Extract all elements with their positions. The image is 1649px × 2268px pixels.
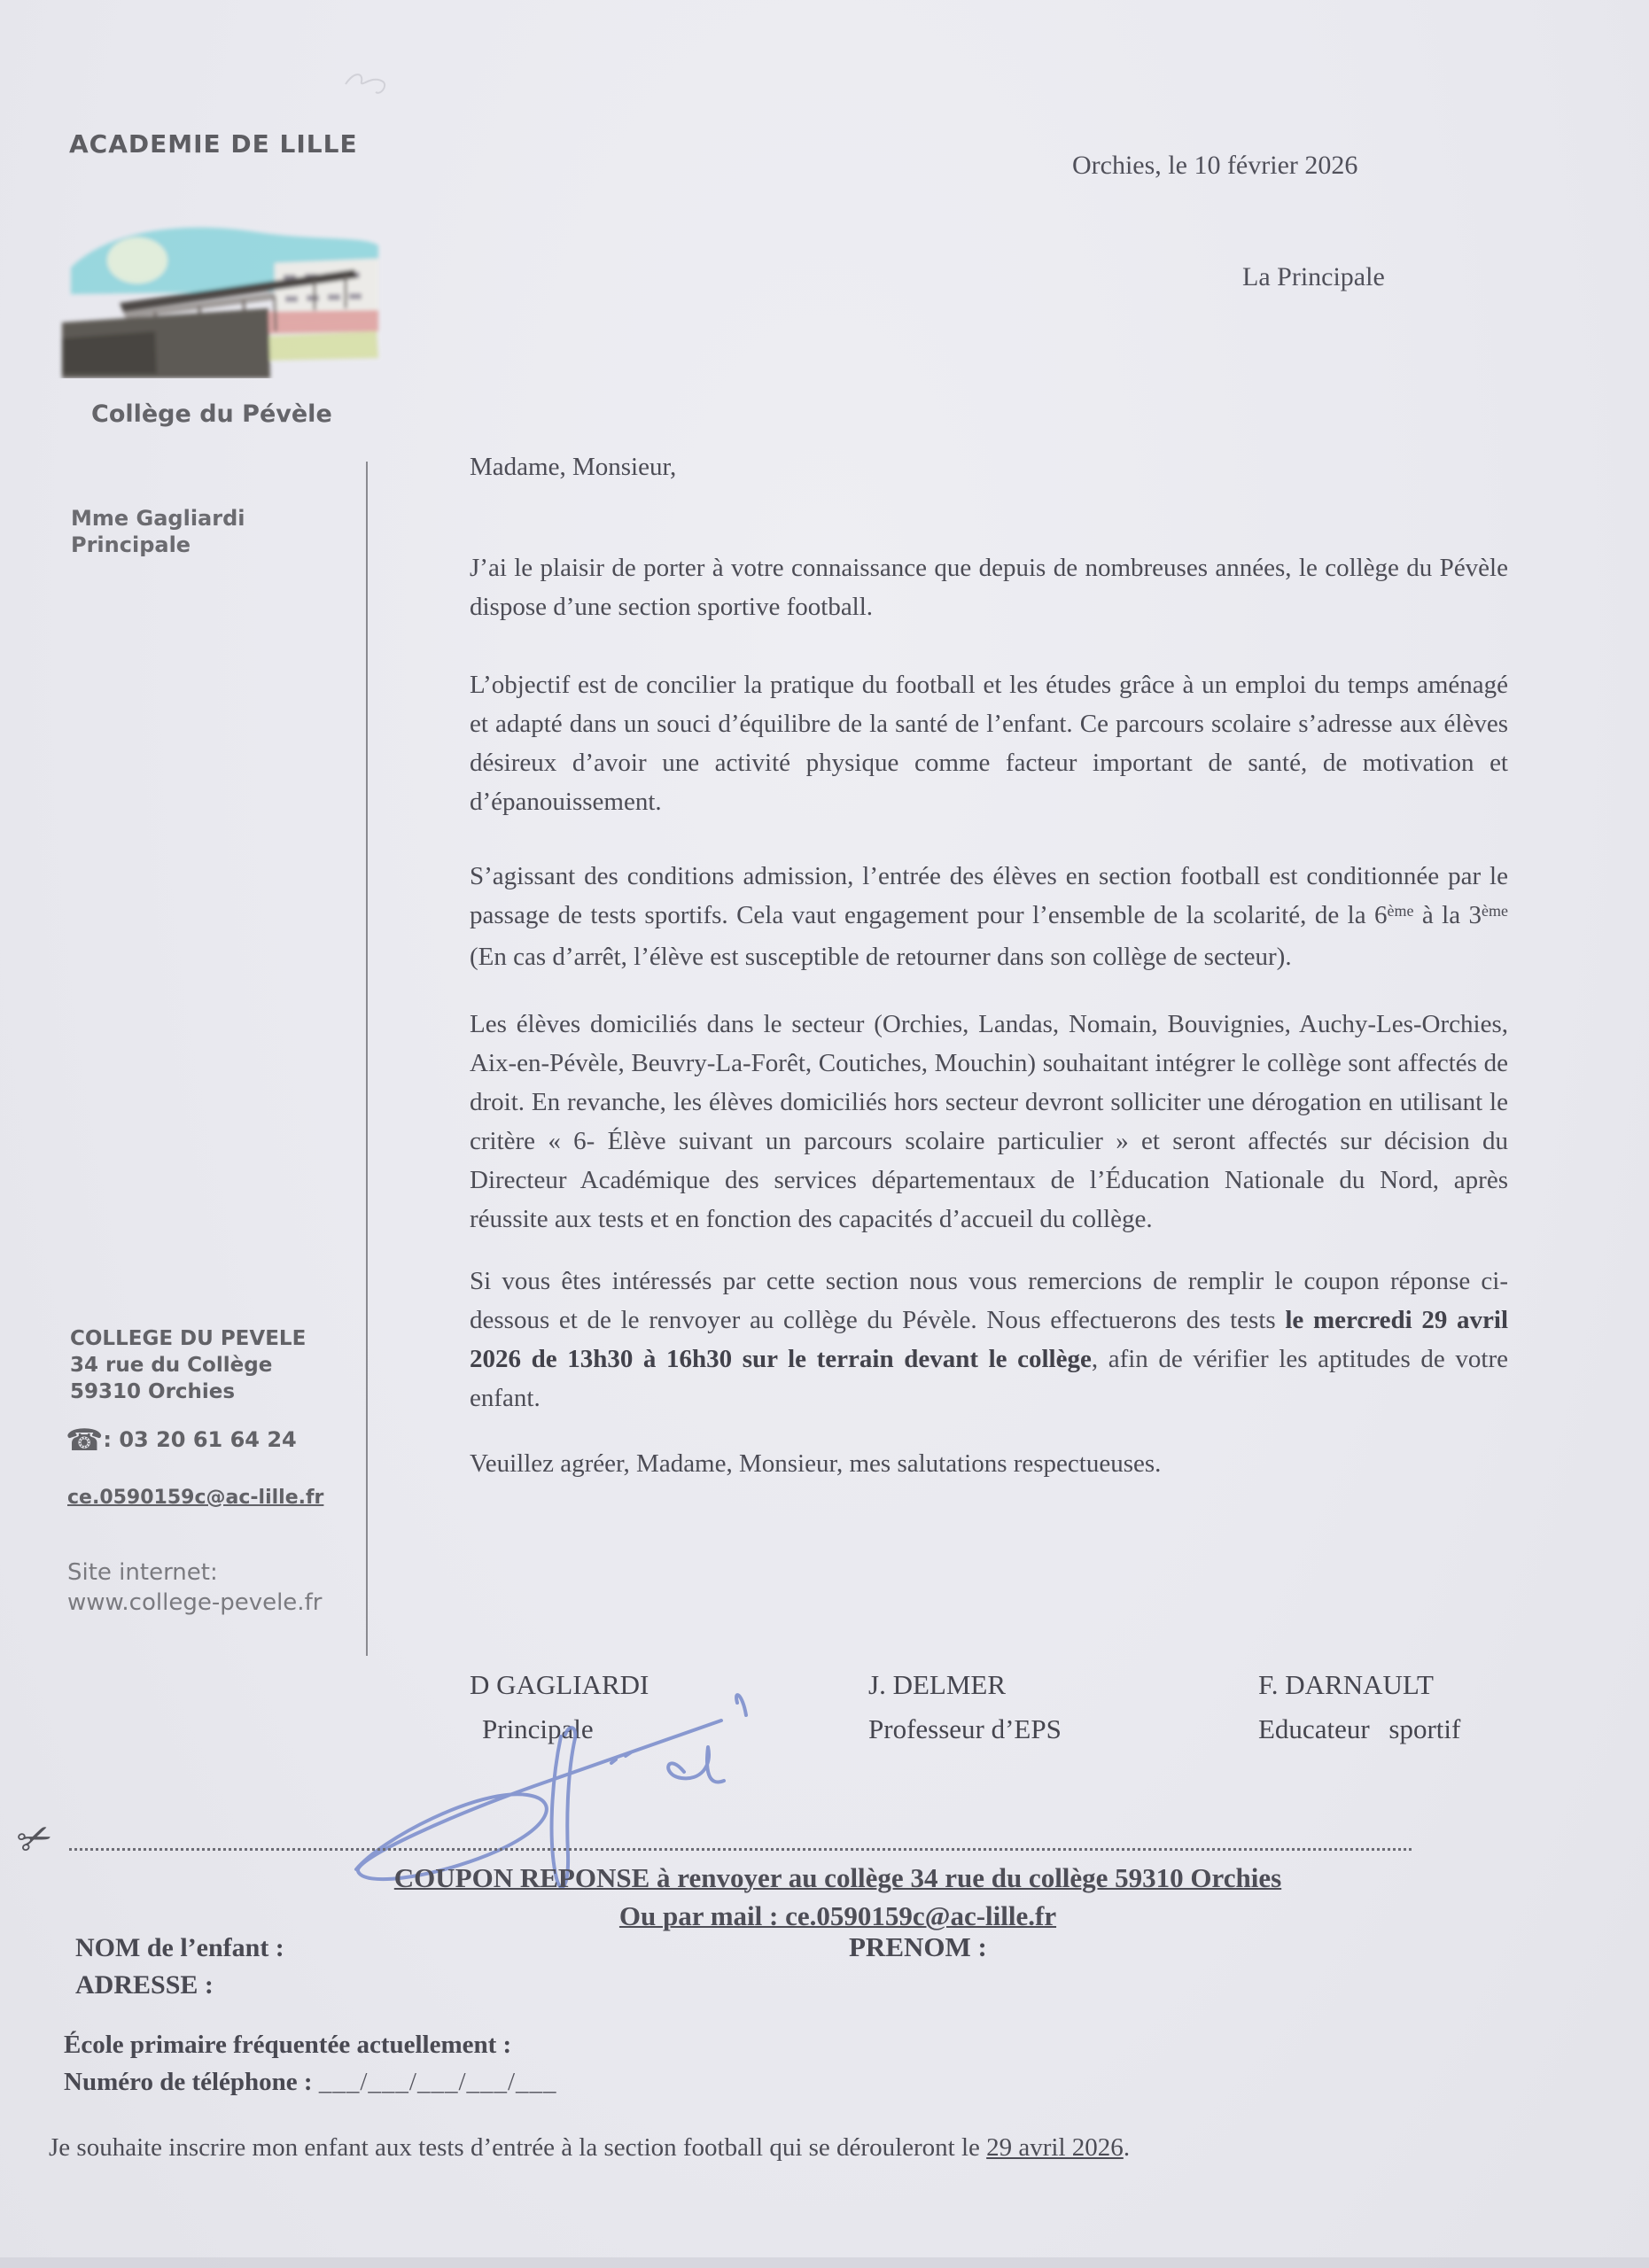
signature-teacher [868, 1669, 1062, 1745]
coupon-title: COUPON REPONSE à renvoyer au collège 34 rue du collège 59310 Orchies [393, 1862, 1282, 1893]
signer-name: F. DARNAULT [1258, 1669, 1434, 1700]
signer-name: D GAGLIARDI [470, 1669, 649, 1700]
scissors-icon: ✂ [10, 1809, 60, 1868]
date-line: Orchies, le 10 février 2026 [1072, 151, 1358, 180]
org-city: 59310 Orchies [70, 1380, 236, 1403]
paragraph-sector: Les élèves domiciliés dans le secteur (Orchies, Landas, Nomain, Bouvignies, Auchy-Les-Orchies, Aix-en-Pévèle, Beuvry-La-Forêt, Coutiches, Mouchin) souhaitant intégrer le collège sont affectés de droit. En revanche, les élèves domiciliés hors secteur devront solliciter une dérogation en utilisant le critère « 6- Élève suivant un parcours scolaire particulier » et seront affectés sur décision du Directeur Académique des services départementaux de l’Éducation Nationale du Nord, après réussite aux tests et en fonction des capacités d’accueil du collège. [470, 1010, 1508, 1233]
principal-block [71, 505, 245, 558]
website-label: Site internet: [67, 1559, 218, 1586]
school-name: Collège du Pévèle [91, 400, 332, 428]
closing-formula: Veuillez agréer, Madame, Monsieur, mes salutations respectueuses. [470, 1449, 1162, 1478]
primary-school-label: École primaire fréquentée actuellement : [64, 2031, 512, 2059]
paragraph-intro: J’ai le plaisir de porter à votre connaissance que depuis de nombreuses années, le collège du Pévèle dispose d’une section sportive football. [470, 554, 1508, 621]
vertical-divider [366, 462, 368, 1656]
test-date-bold: le mercredi 29 avril 2026 de 13h30 à 16h30 sur le terrain devant le collège [470, 1306, 1508, 1373]
phone-line [66, 1423, 297, 1458]
signer-title: Principale [482, 1713, 594, 1744]
phone-entry-row [64, 2068, 557, 2097]
address-label: ADRESSE : [75, 1970, 214, 2000]
principal-name: Mme Gagliardi [71, 506, 245, 531]
website-url: www.college-pevele.fr [67, 1589, 323, 1616]
paragraph-objective: L’objectif est de concilier la pratique du football et les études grâce à un emploi du temps aménagé et adapté dans un souci d’équilibre de la santé de l’enfant. Ce parcours scolaire s’adresse aux élèves désireux d’avoir une activité physique comme facteur important de santé, de motivation et d’épanouissement. [470, 671, 1508, 816]
paragraph-admission: S’agissant des conditions admission, l’entrée des élèves en section football est conditionnée par le passage de tests sportifs. Cela vaut engagement pour l’ensemble de la scolarité, de la 6ème à la 3ème (En cas d’arrêt, l’élève est susceptible de retourner dans son collège de secteur). [470, 862, 1508, 971]
signatory-title: La Principale [1242, 262, 1385, 291]
org-name: COLLEGE DU PEVELE [70, 1327, 307, 1350]
academy-title: ACADEMIE DE LILLE [69, 129, 358, 159]
cut-dotted-line [69, 1848, 1412, 1851]
telephone-icon: ☎ [66, 1423, 104, 1458]
principal-title: Principale [71, 532, 191, 557]
firstname-label: PRENOM : [849, 1931, 987, 1962]
scan-smudge [337, 62, 399, 102]
school-photo-logo [49, 197, 399, 378]
signature-educator [1258, 1669, 1460, 1745]
test-date-underlined: 29 avril 2026 [986, 2133, 1124, 2162]
coupon-mail-line: Ou par mail : ce.0590159c@ac-lille.fr [618, 1900, 1057, 1931]
school-address-block [70, 1325, 306, 1405]
signer-title: Educateur sportif [1258, 1713, 1461, 1744]
salutation: Madame, Monsieur, [470, 453, 677, 481]
paragraph-tests: Si vous êtes intéressés par cette section nous vous remercions de remplir le coupon réponse ci-dessous et de le renvoyer au collège du Pévèle. Nous effectuerons des tests le mercredi 29 avril 2026 de 13h30 à 16h30 sur le terrain devant le collège, afin de vérifier les aptitudes de votre enfant. [470, 1267, 1508, 1412]
phone-number: : 03 20 61 64 24 [103, 1427, 297, 1452]
child-name-label: NOM de l’enfant : [75, 1933, 284, 1962]
signer-name: J. DELMER [868, 1669, 1006, 1700]
scan-edge-band [0, 2257, 1649, 2268]
phone-blank-slots: ___/___/___/___/___ [318, 2068, 557, 2096]
org-street: 34 rue du Collège [70, 1354, 273, 1377]
school-email: ce.0590159c@ac-lille.fr [67, 1487, 324, 1509]
enrollment-statement: Je souhaite inscrire mon enfant aux tests d’entrée à la section football qui se dérouleront le 29 avril 2026. [49, 2133, 1131, 2162]
signer-title: Professeur d’EPS [868, 1713, 1062, 1744]
letter-body [470, 447, 1508, 1483]
phone-label: Numéro de téléphone : [64, 2068, 313, 2096]
website-block [67, 1557, 322, 1618]
